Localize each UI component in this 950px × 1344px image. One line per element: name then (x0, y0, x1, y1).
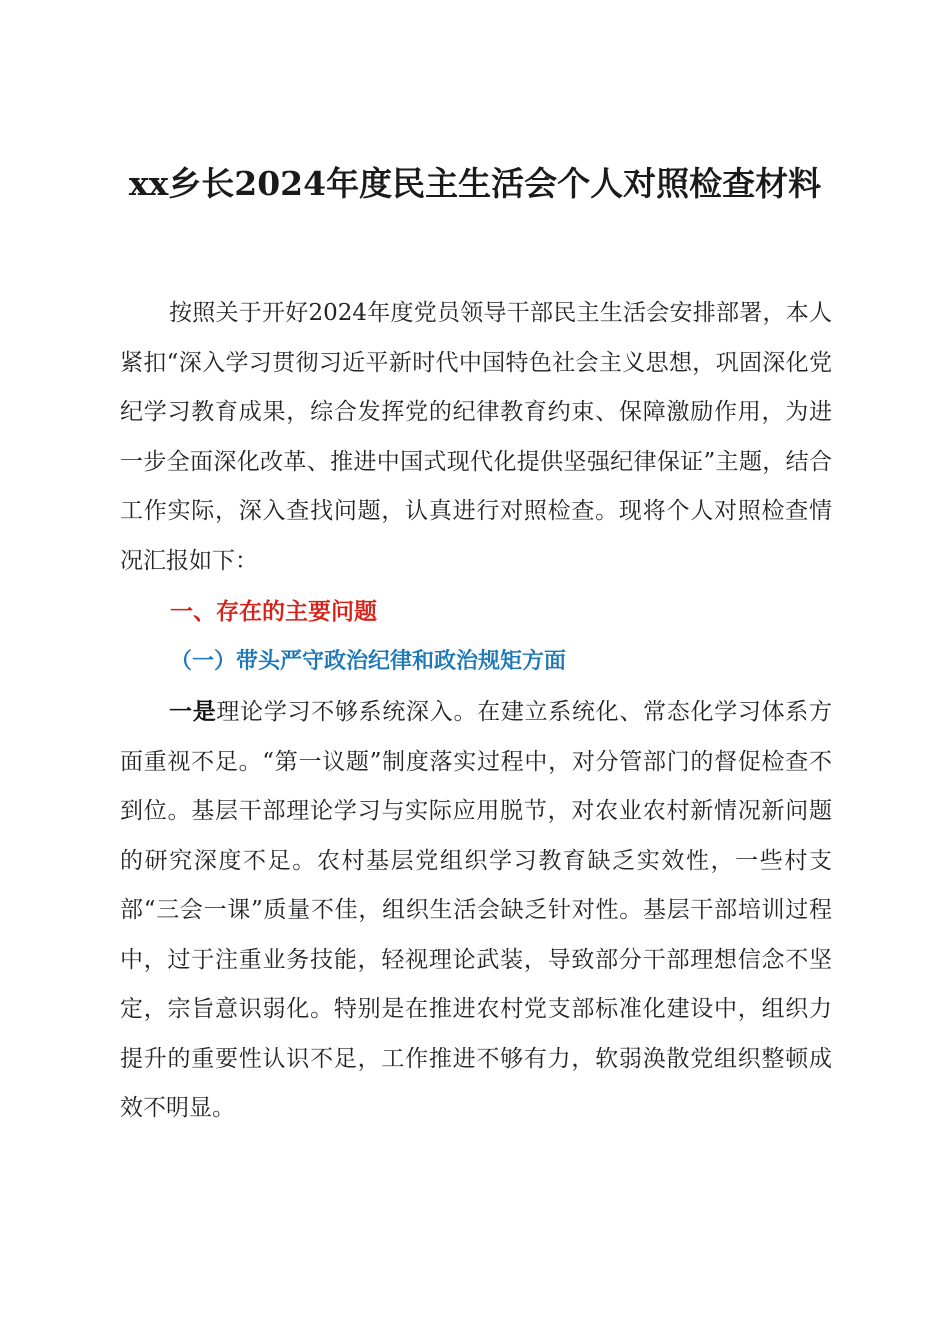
point-one-text: 理论学习不够系统深入。在建立系统化、常态化学习体系方面重视不足。“第一议题”制度落实过程中，对分管部门的督促检查不到位。基层干部理论学习与实际应用脱节，对农业农村新情况新问题的研究深度不足。农村基层党组织学习教育缺乏实效性，一些村支部“三会一课”质量不佳，组织生活会缺乏针对性。基层干部培训过程中，过于注重业务技能，轻视理论武装，导致部分干部理想信念不坚定，宗旨意识弱化。特别是在推进农村党支部标准化建设中，组织力提升的重要性认识不足，工作推进不够有力，软弱涣散党组织整顿成效不明显。 (120, 699, 833, 1121)
subsection-heading-political-discipline: （一）带头严守政治纪律和政治规矩方面 (170, 649, 567, 674)
point-one-paragraph (120, 688, 832, 1134)
document-title: xx乡长2024年度民主生活会个人对照检查材料 (128, 164, 822, 203)
section-heading-main-problems: 一、存在的主要问题 (170, 599, 377, 625)
point-one-lead: 一是 (169, 699, 217, 725)
intro-paragraph: 按照关于开好2024年度党员领导干部民主生活会安排部署，本人紧扣“深入学习贯彻习近平新时代中国特色社会主义思想，巩固深化党纪学习教育成果，综合发挥党的纪律教育约束、保障激励作用，为进一步全面深化改革、推进中国式现代化提供坚强纪律保证”主题，结合工作实际，深入查找问题，认真进行对照检查。现将个人对照检查情况汇报如下： (120, 300, 832, 574)
